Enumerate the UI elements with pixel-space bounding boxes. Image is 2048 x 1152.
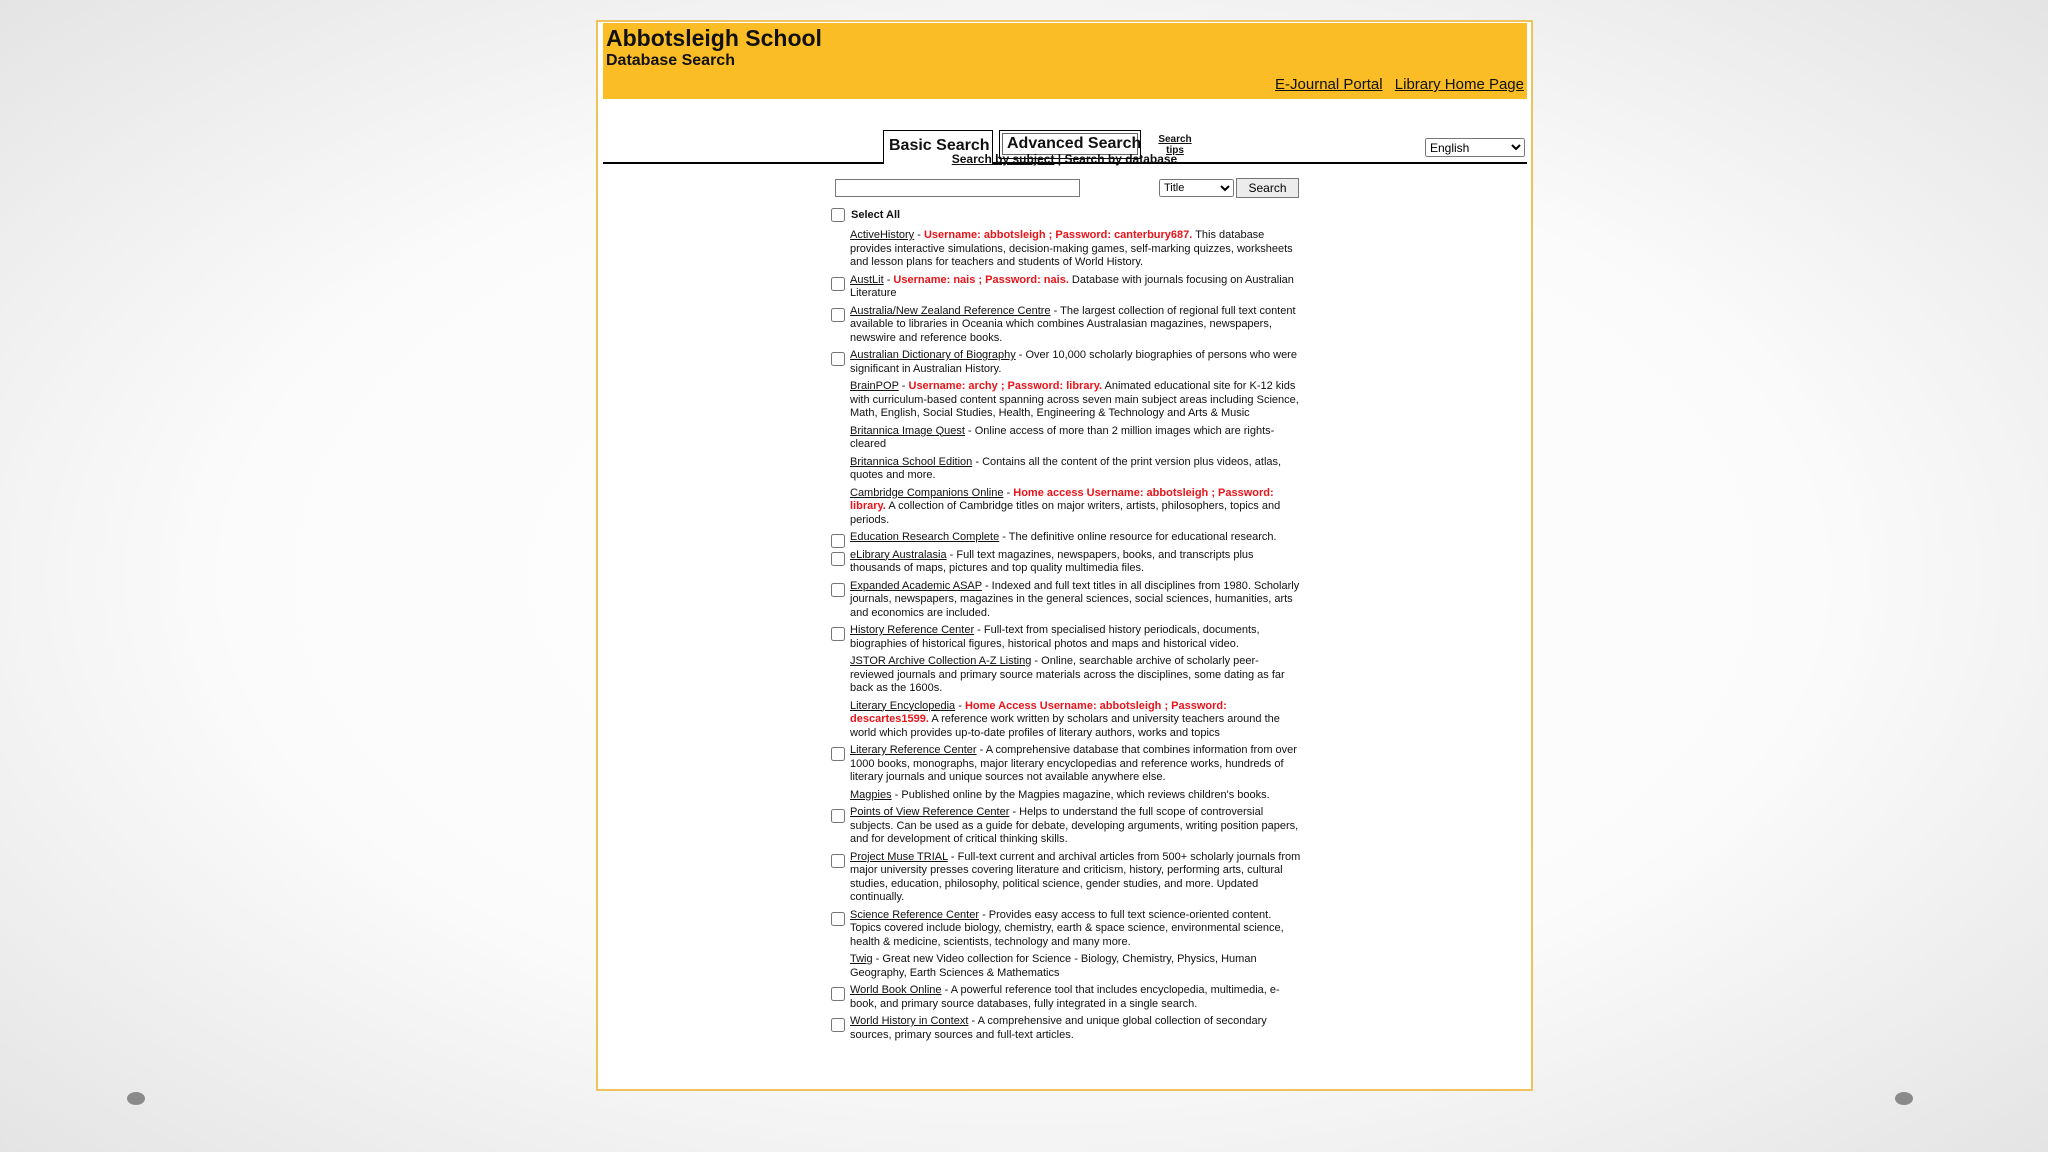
database-item xyxy=(831,984,1301,1011)
database-item xyxy=(831,624,1301,651)
tab-advanced-search-label: Advanced Search xyxy=(1002,133,1138,155)
database-description: Over 10,000 scholarly biographies of persons who were significant in Australian History. xyxy=(850,349,1297,375)
database-item xyxy=(831,789,1301,803)
database-item xyxy=(831,700,1301,741)
database-item xyxy=(831,531,1301,545)
database-item xyxy=(831,380,1301,421)
database-link[interactable]: ActiveHistory xyxy=(850,229,915,241)
database-list xyxy=(831,229,1301,1046)
database-item xyxy=(831,274,1301,301)
header-banner xyxy=(603,23,1527,99)
database-link[interactable]: Points of View Reference Center xyxy=(850,806,1010,818)
database-separator: - xyxy=(1031,655,1042,667)
search-by-subject-link[interactable]: Search by subject xyxy=(951,152,1055,166)
database-link[interactable]: Expanded Academic ASAP xyxy=(850,579,982,592)
database-link[interactable]: AustLit xyxy=(850,273,884,286)
database-link[interactable]: Britannica Image Quest xyxy=(850,424,965,437)
database-credentials: Username: abbotsleigh ; Password: canterbury687. xyxy=(923,229,1193,241)
database-separator: - xyxy=(946,548,957,561)
database-separator: - xyxy=(872,953,883,965)
database-item xyxy=(831,487,1301,528)
database-item xyxy=(831,425,1301,452)
database-separator: - xyxy=(883,273,894,286)
database-description: Full text magazines, newspapers, books, and transcripts plus thousands of maps, pictures and top quality multimedia files. xyxy=(850,548,1254,574)
database-item xyxy=(831,909,1301,950)
select-all-label: Select All xyxy=(851,208,901,221)
page-subtitle: Database Search xyxy=(606,52,735,69)
database-credentials: Username: archy ; Password: library. xyxy=(908,380,1103,392)
database-item xyxy=(831,655,1301,696)
database-credentials: Home Access Username: abbotsleigh ; Password: descartes1599. xyxy=(850,699,1227,725)
database-link[interactable]: Education Research Complete xyxy=(850,531,1000,543)
database-separator: - xyxy=(999,531,1009,543)
database-separator: - xyxy=(955,699,965,712)
database-description: Provides easy access to full text science-oriented content. Topics covered include biology, chemistry, earth & space science, environmental science, health & medicine, scientists, technology and many more. xyxy=(850,908,1284,948)
database-checkbox[interactable] xyxy=(831,552,845,566)
database-separator: - xyxy=(891,788,902,801)
database-link[interactable]: Project Muse TRIAL xyxy=(850,850,948,863)
database-separator: - xyxy=(964,424,975,437)
database-description: Database with journals focusing on Australian Literature xyxy=(850,273,1294,299)
database-link[interactable]: World History in Context xyxy=(850,1015,969,1027)
search-tips-link[interactable]: Search tips xyxy=(1158,134,1192,156)
database-checkbox[interactable] xyxy=(831,627,845,641)
database-description: A collection of Cambridge titles on major writers, artists, philosophers, topics and periods. xyxy=(850,500,1281,526)
database-separator: - xyxy=(974,624,984,636)
database-description: This database provides interactive simulations, decision-making games, self-marking quizzes, worksheets and lesson plans for teachers and students of World History. xyxy=(850,229,1293,268)
database-separator: - xyxy=(914,229,924,241)
database-separator: - xyxy=(981,579,992,592)
database-description: A reference work written by scholars and university teachers around the world which provides up-to-date profiles of literary authors, works and topics xyxy=(850,713,1280,739)
database-item xyxy=(831,851,1301,905)
database-link[interactable]: Australia/New Zealand Reference Centre xyxy=(850,304,1051,317)
e-journal-portal-link[interactable]: E-Journal Portal xyxy=(1275,76,1383,93)
database-checkbox[interactable] xyxy=(831,534,845,548)
database-checkbox[interactable] xyxy=(831,912,845,926)
database-link[interactable]: Australian Dictionary of Biography xyxy=(850,349,1016,361)
database-description: A powerful reference tool that includes encyclopedia, multimedia, e-book, and primary source databases, fully integrated in a single search. xyxy=(850,984,1280,1010)
database-description: Animated educational site for K-12 kids with curriculum-based content spanning across seven main subject areas including Science, Math, English, Social Studies, Health, Engineering & Technology and Arts & Music xyxy=(850,380,1299,419)
database-description: Helps to understand the full scope of controversial subjects. Can be used as a guide for debate, developing arguments, writing position papers, and for development of critical thinking skills. xyxy=(850,806,1299,845)
database-checkbox[interactable] xyxy=(831,1018,845,1032)
database-description: A comprehensive database that combines information from over 1000 books, monographs, major literary encyclopedias and reference works, hundreds of literary journals and unique sources not available anywhere else. xyxy=(850,744,1297,783)
database-item xyxy=(831,349,1301,376)
database-description: Full-text current and archival articles from 500+ scholarly journals from major university presses covering literature and criticism, history, performing arts, cultural studies, education, philosophy, political science, gender studies, and more. Updated continually. xyxy=(850,850,1301,903)
search-by-database-label: Search by database xyxy=(1064,152,1178,166)
database-checkbox[interactable] xyxy=(831,987,845,1001)
database-link[interactable]: History Reference Center xyxy=(850,624,975,636)
database-description: Full-text from specialised history periodicals, documents, biographies of historical figures, historical photos and maps and historical video. xyxy=(850,624,1260,650)
database-link[interactable]: Cambridge Companions Online xyxy=(850,486,1004,499)
database-item xyxy=(831,580,1301,621)
database-item xyxy=(831,806,1301,847)
database-credentials: Home access Username: abbotsleigh ; Password: library. xyxy=(850,486,1274,512)
search-field-select[interactable] xyxy=(1159,179,1234,197)
database-item xyxy=(831,229,1301,270)
search-input[interactable] xyxy=(835,179,1080,197)
select-all-row xyxy=(831,208,900,222)
database-description: Indexed and full text titles in all disciplines from 1980. Scholarly journals, newspapers, magazines in the general sciences, social sciences, humanities, arts and economics are included. xyxy=(850,579,1300,619)
database-separator: - xyxy=(972,455,983,468)
database-credentials: Username: nais ; Password: nais. xyxy=(893,273,1069,286)
database-description: The definitive online resource for educational research. xyxy=(1008,531,1277,543)
database-item xyxy=(831,549,1301,576)
database-description: Online access of more than 2 million images which are rights-cleared xyxy=(850,424,1275,450)
database-separator: - xyxy=(947,850,958,863)
database-link[interactable]: Magpies xyxy=(850,788,892,801)
database-item xyxy=(831,456,1301,483)
database-checkbox[interactable] xyxy=(831,308,845,322)
slide-dot-left xyxy=(127,1092,145,1105)
database-description: Contains all the content of the print version plus videos, atlas, quotes and more. xyxy=(850,455,1282,481)
search-mode-row xyxy=(598,152,1531,166)
mode-separator: | xyxy=(1054,152,1065,166)
database-checkbox[interactable] xyxy=(831,854,845,868)
database-link[interactable]: Britannica School Edition xyxy=(850,455,973,468)
database-link[interactable]: JSTOR Archive Collection A-Z Listing xyxy=(850,655,1032,667)
database-description: The largest collection of regional full text content available to libraries in Oceania which combines Australasian magazines, newspapers, newswire and reference books. xyxy=(850,304,1296,344)
database-checkbox[interactable] xyxy=(831,809,845,823)
database-item xyxy=(831,744,1301,785)
database-link[interactable]: Science Reference Center xyxy=(850,908,980,921)
library-home-page-link[interactable]: Library Home Page xyxy=(1394,76,1524,93)
database-link[interactable]: Literary Encyclopedia xyxy=(850,699,956,712)
header-links xyxy=(1267,76,1524,93)
database-checkbox[interactable] xyxy=(831,352,845,366)
database-description: Online, searchable archive of scholarly peer-reviewed journals and primary source materials across the disciplines, some dating as far back as the 1600s. xyxy=(850,655,1285,694)
database-checkbox[interactable] xyxy=(831,277,845,291)
database-description: A comprehensive and unique global collection of secondary sources, primary sources and full-text articles. xyxy=(850,1015,1267,1041)
tab-basic-search[interactable]: Basic Search xyxy=(883,130,993,164)
database-search-page xyxy=(596,20,1533,1091)
database-item xyxy=(831,953,1301,980)
database-description: Great new Video collection for Science - Biology, Chemistry, Physics, Human Geography, Earth Sciences & Mathematics xyxy=(850,953,1257,979)
school-name: Abbotsleigh School xyxy=(606,25,822,51)
database-item xyxy=(831,305,1301,346)
search-button[interactable]: Search xyxy=(1236,178,1299,198)
database-separator: - xyxy=(976,744,986,756)
select-all-checkbox[interactable] xyxy=(831,208,845,222)
database-separator: - xyxy=(898,380,909,392)
database-link[interactable]: World Book Online xyxy=(850,984,942,996)
database-item xyxy=(831,1015,1301,1042)
slide-dot-right xyxy=(1895,1092,1913,1105)
database-separator: - xyxy=(979,908,989,921)
database-separator: - xyxy=(1009,806,1020,818)
database-checkbox[interactable] xyxy=(831,747,845,761)
database-link[interactable]: eLibrary Australasia xyxy=(850,548,947,561)
database-link[interactable]: Literary Reference Center xyxy=(850,744,977,756)
database-description: Published online by the Magpies magazine, which reviews children's books. xyxy=(901,788,1270,801)
database-separator: - xyxy=(1003,486,1014,499)
database-link[interactable]: BrainPOP xyxy=(850,380,899,392)
database-separator: - xyxy=(1050,304,1061,317)
database-separator: - xyxy=(1015,349,1026,361)
database-separator: - xyxy=(968,1015,978,1027)
database-link[interactable]: Twig xyxy=(850,953,873,965)
database-separator: - xyxy=(941,984,951,996)
database-checkbox[interactable] xyxy=(831,583,845,597)
